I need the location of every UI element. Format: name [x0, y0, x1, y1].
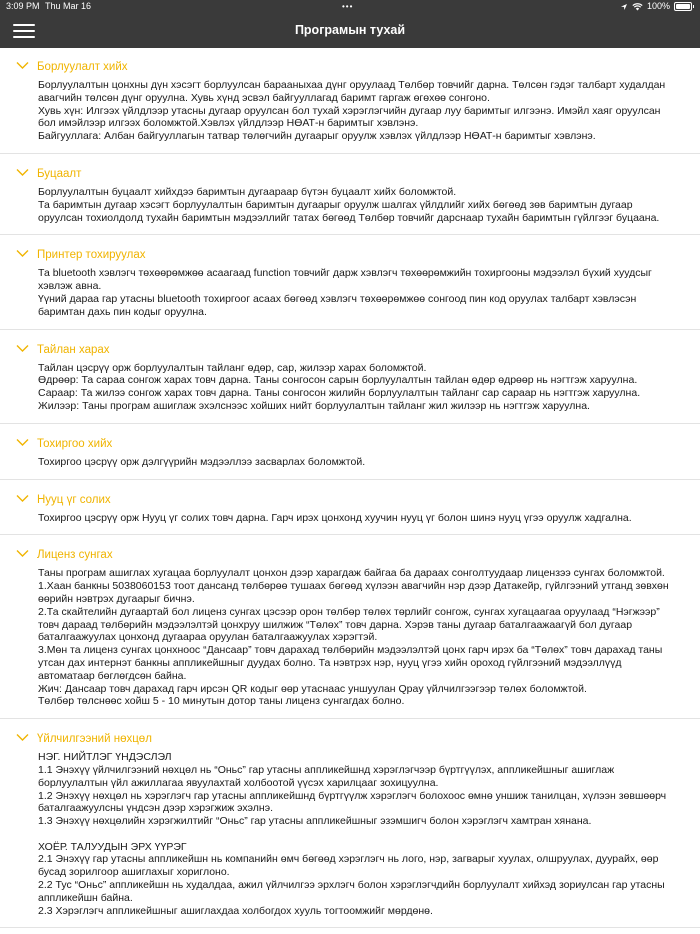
section-body: Таны програм ашиглах хугацаа борлуулалт цонхон дээр харагдаж байгаа ба дараах сонголтуудаар лицензээ сунгах боломжтой. 1.Хаан банкны 5038060153 тоот дансанд төлбөрөө тушаах бөгөөд хүлээн авагчийн нэр дээр Датакейр, гүйлгээний утганд зөвхөн өөрийн нэвтрэх дугаарыг бичнэ. 2.Та скайтелийн дугаартай бол лиценз сунгах цэсээр орон төлбөр төлөх төрлийг сонгож, сунгах хугацаагаа оруулаад “Нэгжээр” товч дараад төлбөрийн мэдээлэлтэй цонхруу шилжиж “Төлөх” товч дарна. Хэрэв таны дугаар баталгаажаагүй бол дугаар баталгаажуулах цонхонд дугаараа оруулан баталгаажуулах хэрэгтэй. 3.Мөн та лиценз сунгах цонхноос “Дансаар” товч дарахад төлбөрийн мэдээлэлтэй цонх гарч ирэх ба “Төлөх” товч дарахад таны утсан дах интернэт банкны аппликейшныг дуудах болно. Та нэвтрэх нэр, нууц үгээ хийн ороход гүйлгээний мэдээллүүд автоматаар бөглөгдсөн байна. Жич: Дансаар товч дарахад гарч ирсэн QR кодыг өөр утаснаас уншуулан Qpay үйлчилгээгээр төлөх боломжтой. Төлбөр төлснөөс хойш 5 - 10 минутын дотор таны лиценз сунгагдах болно.	[38, 567, 669, 708]
section-title: Тайлан харах	[37, 343, 110, 356]
section-printer	[0, 235, 700, 329]
status-time: 3:09 PM	[6, 1, 40, 11]
section-header[interactable]	[0, 60, 700, 74]
chevron-down-icon	[16, 733, 29, 742]
section-title: Нууц үг солих	[37, 493, 111, 506]
section-header[interactable]	[0, 437, 700, 451]
section-terms	[0, 719, 700, 928]
status-indicators	[620, 0, 694, 13]
section-header[interactable]	[0, 732, 700, 746]
section-body: Та bluetooth хэвлэгч төхөөрөмжөө асаагаад function товчийг дарж хэвлэгч төхөөрөмжийн тохиргооны мэдээлэл бүхий хуудсыг хэвлэж авна. Үүний дараа гар утасны bluetooth тохиргоог асаах бөгөөд хэвлэгч төхөөрөмжөө сонгоод пин код оруулах талбарт хэвлэсэн баримтан дахь пин кодыг оруулна.	[38, 267, 652, 318]
chevron-down-icon	[16, 344, 29, 353]
section-body: Тохиргоо цэсрүү орж дэлгүүрийн мэдээллээ засварлах боломжтой.	[38, 455, 366, 468]
about-content	[0, 48, 700, 928]
multitasking-dots-icon[interactable]: •••	[342, 2, 354, 11]
battery-percent: 100%	[646, 1, 670, 11]
wifi-icon	[632, 3, 643, 11]
section-report	[0, 330, 700, 424]
section-refund	[0, 154, 700, 235]
section-header[interactable]	[0, 548, 700, 562]
section-header[interactable]	[0, 167, 700, 181]
section-title: Принтер тохируулах	[37, 249, 146, 262]
section-body: НЭГ. НИЙТЛЭГ ҮНДЭСЛЭЛ 1.1 Энэхүү үйлчилгээний нөхцөл нь “Оньс” гар утасны аппликейшнд хэрэглэгчээр бүртгүүлэх, аппликейшныг ашиглаж борлуулалтын үйл ажиллагаа явуулахтай холбоотой үүсэх харилцааг зохицуулна. 1.2 Энэхүү нөхцөл нь хэрэглэгч гар утасны аппликейшнд бүртгүүлж хэрэглэгч болохоос өмнө уншиж танилцан, хүлээн зөвшөөрч баталгаажуулсны үндсэн дээр хэрэгжиж эхэлнэ. 1.3 Энэхүү нөхцөлийн хэрэгжилтийг “Оньс” гар утасны аппликейшныг эзэмшигч болон хэрэглэгч хамтран хянана. ХОЁР. ТАЛУУДЫН ЭРХ ҮҮРЭГ 2.1 Энэхүү гар утасны аппликейшн нь компанийн өмч бөгөөд хэрэглэгч нь лого, нэр, загварыг хуулах, олшруулах, дуурайх, өөр бусад зорилгоор ашиглахыг хориглоно. 2.2 Тус “Оньс” аппликейшн нь худалдаа, ажил үйлчилгээ эрхлэгч болон хэрэглэгчдийн борлуулалт хийхэд зориулсан гар утасны аппликейшн байна. 2.3 Хэрэглэгч аппликейшныг ашиглахдаа холбогдох хууль тогтоомжийг мөрдөнө.	[38, 751, 667, 917]
section-password	[0, 480, 700, 536]
navigation-bar	[0, 13, 700, 48]
chevron-down-icon	[16, 549, 29, 558]
status-date: Thu Mar 16	[45, 1, 92, 11]
chevron-down-icon	[16, 249, 29, 258]
section-body: Тайлан цэсрүү орж борлуулалтын тайланг өдөр, сар, жилээр харах боломжтой. Өдрөөр: Та сараа сонгож харах товч дарна. Таны сонгосон сарын борлуулалтын тайлан өдөр өдрөөр нь нэгтгэж харуулна. Сараар: Та жилээ сонгож харах товч дарна. Таны сонгосон жилийн борлуулалтын тайланг сар сараар нь нэгтгэж харуулна. Жилээр: Таны програм ашиглаж эхэлснээс хойших нийт борлуулалтын тайланг жил жилээр нь нэгтгэж харуулна.	[38, 361, 641, 412]
page-title: Програмын тухай	[294, 23, 406, 37]
section-header[interactable]	[0, 248, 700, 262]
section-title: Тохиргоо хийх	[37, 437, 113, 450]
section-body: Тохиргоо цэсрүү орж Нууц үг солих товч дарна. Гарч ирэх цонхонд хуучин нууц үг болон шинэ нууц үгээ оруулж хадгална.	[38, 511, 632, 524]
chevron-down-icon	[16, 438, 29, 447]
section-settings	[0, 424, 700, 480]
section-title: Буцаалт	[37, 167, 82, 180]
section-header[interactable]	[0, 493, 700, 507]
section-body: Борлуулалтын цонхны дүн хэсэгт борлуулсан барааныхаа дүнг оруулаад Төлбөр товчийг дарна. Төлсөн гэдэг талбарт худалдан авагчийн төлсөн дүнг оруулна. Хувь хүнд эсвэл байгууллагад баримт гаргаж өгөхөө сонгоно. Хувь хүн: Илгээх үйлдлээр утасны дугаар оруулсан бол тухай хэрэглэгчийн дугаар луу баримтыг илгээнэ. Имэйл хаяг оруулсан бол имэйлээр илгээх боломжтой.Хэвлэх үйлдлээр НӨАТ-н баримтыг хэвлэнэ. Байгууллага: Албан байгууллагын татвар төлөгчийн дугаарыг оруулж хэвлэх үйлдлээр НӨАТ-н баримтыг хэвлэнэ.	[38, 79, 666, 143]
section-title: Борлуулалт хийх	[37, 61, 128, 73]
section-title: Лиценз сунгах	[37, 549, 113, 562]
section-header[interactable]	[0, 343, 700, 357]
section-license	[0, 535, 700, 719]
section-sales	[0, 48, 700, 154]
battery-icon	[674, 2, 692, 11]
battery-tip	[693, 5, 694, 8]
section-title: Үйлчилгээний нөхцөл	[37, 733, 152, 746]
section-body: Борлуулалтын буцаалт хийхдээ баримтын дугаараар бүтэн буцаалт хийх боломжтой. Та баримтын дугаар хэсэгт борлуулалтын баримтын дугаарыг оруулж шалгах үйлдлийг хийх бөгөөд зөв баримтын дугаар оруулсан тохиолдолд тухайн баримтын мэдээллийг татах бөгөөд Төлбөр товчийг дарснаар тухайн баримтын гүйлгээг буцаана.	[38, 185, 660, 224]
chevron-down-icon	[16, 494, 29, 503]
status-bar	[0, 0, 700, 13]
chevron-down-icon	[16, 61, 29, 70]
location-icon	[620, 3, 628, 11]
chevron-down-icon	[16, 168, 29, 177]
